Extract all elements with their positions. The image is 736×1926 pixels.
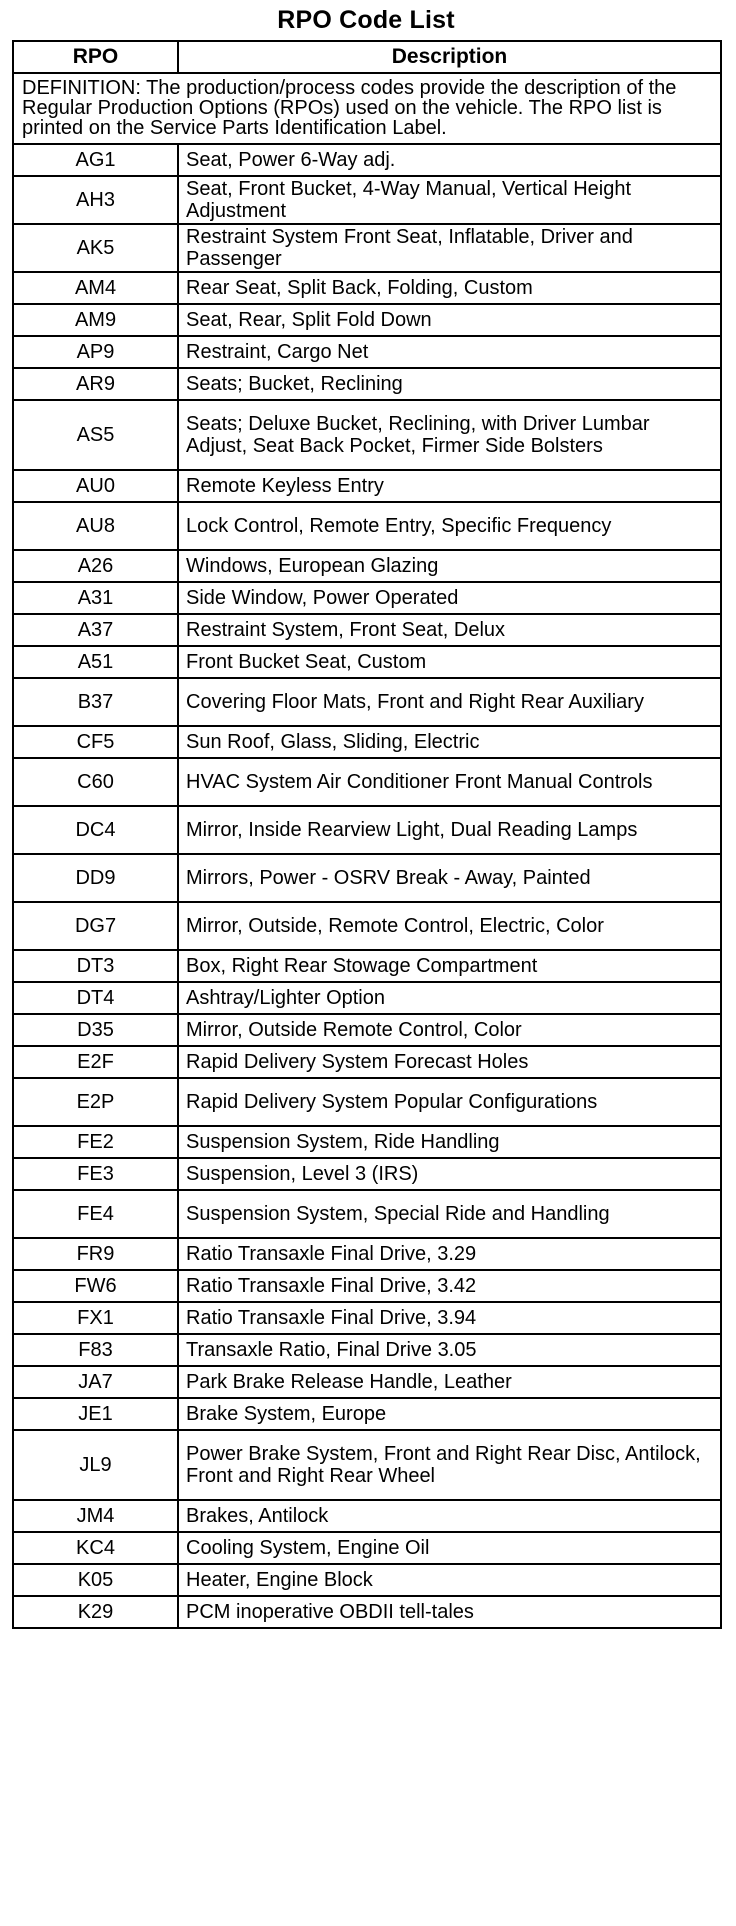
description-cell: Seat, Rear, Split Fold Down: [178, 304, 721, 336]
description-cell: Heater, Engine Block: [178, 1564, 721, 1596]
description-cell: Ratio Transaxle Final Drive, 3.29: [178, 1238, 721, 1270]
rpo-code-cell: AR9: [13, 368, 178, 400]
description-cell: Windows, European Glazing: [178, 550, 721, 582]
table-row: [13, 726, 721, 758]
description-cell: Lock Control, Remote Entry, Specific Frequency: [178, 502, 721, 550]
table-row: [13, 304, 721, 336]
rpo-code-cell: FX1: [13, 1302, 178, 1334]
table-row: [13, 1430, 721, 1500]
rpo-table: [12, 40, 722, 1629]
rpo-code-cell: FE3: [13, 1158, 178, 1190]
rpo-code-cell: E2P: [13, 1078, 178, 1126]
table-row: [13, 470, 721, 502]
table-row: [13, 176, 721, 224]
description-cell: Seat, Front Bucket, 4-Way Manual, Vertical Height Adjustment: [178, 176, 721, 224]
rpo-code-cell: C60: [13, 758, 178, 806]
table-row: [13, 1238, 721, 1270]
table-row: [13, 272, 721, 304]
rpo-code-cell: FR9: [13, 1238, 178, 1270]
table-row: [13, 144, 721, 176]
table-row: [13, 1596, 721, 1628]
rpo-code-cell: A37: [13, 614, 178, 646]
description-cell: Suspension System, Ride Handling: [178, 1126, 721, 1158]
description-cell: Ratio Transaxle Final Drive, 3.42: [178, 1270, 721, 1302]
table-header-row: [13, 41, 721, 73]
rpo-page: [12, 0, 720, 1629]
table-row: [13, 646, 721, 678]
description-cell: Restraint System Front Seat, Inflatable, Driver and Passenger: [178, 224, 721, 272]
table-row: [13, 1500, 721, 1532]
rpo-code-cell: DG7: [13, 902, 178, 950]
rpo-code-cell: JA7: [13, 1366, 178, 1398]
table-row: [13, 400, 721, 470]
description-cell: Transaxle Ratio, Final Drive 3.05: [178, 1334, 721, 1366]
table-row: [13, 806, 721, 854]
description-cell: Mirrors, Power - OSRV Break - Away, Painted: [178, 854, 721, 902]
rpo-code-cell: E2F: [13, 1046, 178, 1078]
rpo-code-cell: AK5: [13, 224, 178, 272]
rpo-code-cell: A26: [13, 550, 178, 582]
rpo-code-cell: JE1: [13, 1398, 178, 1430]
table-row: [13, 336, 721, 368]
rpo-code-cell: DT3: [13, 950, 178, 982]
description-cell: Remote Keyless Entry: [178, 470, 721, 502]
definition-row: [13, 73, 721, 144]
table-row: [13, 614, 721, 646]
description-cell: Power Brake System, Front and Right Rear Disc, Antilock, Front and Right Rear Wheel: [178, 1430, 721, 1500]
table-row: [13, 1046, 721, 1078]
description-cell: Brake System, Europe: [178, 1398, 721, 1430]
description-cell: Seats; Bucket, Reclining: [178, 368, 721, 400]
rpo-column-header: RPO: [13, 41, 178, 73]
table-row: [13, 368, 721, 400]
rpo-code-cell: AS5: [13, 400, 178, 470]
description-cell: Mirror, Inside Rearview Light, Dual Reading Lamps: [178, 806, 721, 854]
rpo-code-cell: FE2: [13, 1126, 178, 1158]
description-cell: Park Brake Release Handle, Leather: [178, 1366, 721, 1398]
rpo-code-cell: DD9: [13, 854, 178, 902]
table-row: [13, 1366, 721, 1398]
table-row: [13, 902, 721, 950]
rpo-code-cell: AU8: [13, 502, 178, 550]
rpo-code-cell: KC4: [13, 1532, 178, 1564]
rpo-code-cell: FE4: [13, 1190, 178, 1238]
rpo-code-cell: AG1: [13, 144, 178, 176]
description-cell: Ashtray/Lighter Option: [178, 982, 721, 1014]
description-cell: Side Window, Power Operated: [178, 582, 721, 614]
rpo-code-cell: AU0: [13, 470, 178, 502]
description-cell: Mirror, Outside Remote Control, Color: [178, 1014, 721, 1046]
table-row: [13, 502, 721, 550]
rpo-code-cell: K05: [13, 1564, 178, 1596]
table-row: [13, 1564, 721, 1596]
rpo-code-cell: K29: [13, 1596, 178, 1628]
table-row: [13, 550, 721, 582]
rpo-code-cell: JM4: [13, 1500, 178, 1532]
description-cell: Covering Floor Mats, Front and Right Rear Auxiliary: [178, 678, 721, 726]
rpo-code-cell: AP9: [13, 336, 178, 368]
description-cell: Restraint System, Front Seat, Delux: [178, 614, 721, 646]
rpo-code-cell: A31: [13, 582, 178, 614]
table-row: [13, 950, 721, 982]
rpo-code-cell: AM4: [13, 272, 178, 304]
description-cell: PCM inoperative OBDII tell-tales: [178, 1596, 721, 1628]
table-row: [13, 1532, 721, 1564]
table-row: [13, 982, 721, 1014]
rpo-code-cell: DC4: [13, 806, 178, 854]
rpo-code-cell: D35: [13, 1014, 178, 1046]
description-cell: HVAC System Air Conditioner Front Manual Controls: [178, 758, 721, 806]
table-row: [13, 224, 721, 272]
description-cell: Cooling System, Engine Oil: [178, 1532, 721, 1564]
description-cell: Sun Roof, Glass, Sliding, Electric: [178, 726, 721, 758]
table-row: [13, 1190, 721, 1238]
description-cell: Restraint, Cargo Net: [178, 336, 721, 368]
description-cell: Seat, Power 6-Way adj.: [178, 144, 721, 176]
rpo-code-cell: DT4: [13, 982, 178, 1014]
rpo-code-cell: B37: [13, 678, 178, 726]
rpo-code-cell: AH3: [13, 176, 178, 224]
description-cell: Rapid Delivery System Popular Configurations: [178, 1078, 721, 1126]
description-cell: Front Bucket Seat, Custom: [178, 646, 721, 678]
definition-text: DEFINITION: The production/process codes provide the description of the Regular Production Options (RPOs) used on the vehicle. The RPO list is printed on the Service Parts Identification Label.: [13, 73, 721, 144]
table-row: [13, 854, 721, 902]
description-cell: Suspension System, Special Ride and Handling: [178, 1190, 721, 1238]
description-column-header: Description: [178, 41, 721, 73]
table-row: [13, 758, 721, 806]
rpo-code-cell: FW6: [13, 1270, 178, 1302]
table-row: [13, 582, 721, 614]
table-row: [13, 1126, 721, 1158]
rpo-code-cell: AM9: [13, 304, 178, 336]
table-row: [13, 1334, 721, 1366]
description-cell: Seats; Deluxe Bucket, Reclining, with Driver Lumbar Adjust, Seat Back Pocket, Firmer Side Bolsters: [178, 400, 721, 470]
description-cell: Rapid Delivery System Forecast Holes: [178, 1046, 721, 1078]
rpo-code-cell: JL9: [13, 1430, 178, 1500]
table-row: [13, 1158, 721, 1190]
table-row: [13, 1398, 721, 1430]
table-row: [13, 1302, 721, 1334]
description-cell: Suspension, Level 3 (IRS): [178, 1158, 721, 1190]
rpo-code-cell: CF5: [13, 726, 178, 758]
rpo-code-cell: F83: [13, 1334, 178, 1366]
table-row: [13, 1270, 721, 1302]
description-cell: Box, Right Rear Stowage Compartment: [178, 950, 721, 982]
table-row: [13, 1078, 721, 1126]
table-row: [13, 678, 721, 726]
description-cell: Ratio Transaxle Final Drive, 3.94: [178, 1302, 721, 1334]
page-title: RPO Code List: [277, 6, 455, 34]
rpo-code-cell: A51: [13, 646, 178, 678]
description-cell: Rear Seat, Split Back, Folding, Custom: [178, 272, 721, 304]
description-cell: Mirror, Outside, Remote Control, Electric, Color: [178, 902, 721, 950]
description-cell: Brakes, Antilock: [178, 1500, 721, 1532]
table-row: [13, 1014, 721, 1046]
